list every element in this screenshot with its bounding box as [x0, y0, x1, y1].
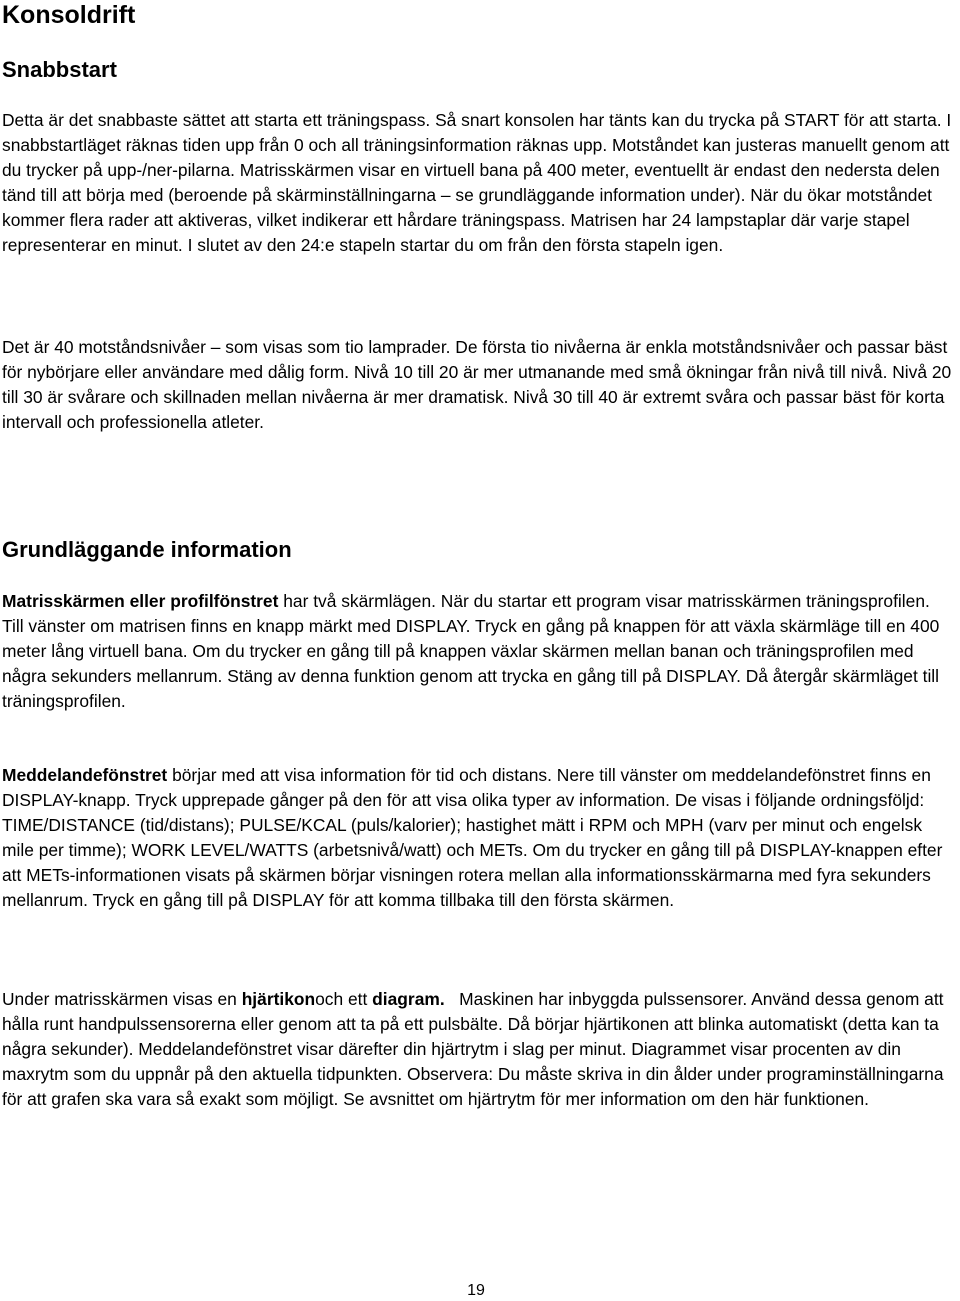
page-title: Konsoldrift: [2, 1, 136, 29]
bold-term-message-window: Meddelandefönstret: [2, 765, 168, 785]
bold-term-matrix: Matrisskärmen eller profilfönstret: [2, 591, 279, 611]
paragraph-snabbstart-intro: Detta är det snabbaste sättet att starta ett träningspass. Så snart konsolen har tänts kan du trycka på START för att starta. I snabbstartläget räknas tiden upp från 0 och all träningsinformation räknas upp. Motståndet kan justeras manuellt genom att du trycker på upp-/ner-pilarna. Matrisskärmen visar en virtuell bana på 400 meter, eventuellt är endast den nedersta delen tänd till att börja med (beroende på skärminställningarna – se grundläggande information under). När du ökar motståndet kommer flera rader att aktiveras, vilket indikerar ett hårdare träningspass. Matrisen har 24 lampstaplar där varje stapel representerar en minut. I slutet av den 24:e stapeln startar du om från den första stapeln igen.: [2, 110, 952, 255]
paragraph-matrix-display: [2, 589, 952, 714]
section-heading-grundlaggande: Grundläggande information: [2, 537, 292, 562]
paragraph-text: Maskinen har inbyggda pulssensorer. Använd dessa genom att hålla runt handpulssensorerna eller genom att ta på ett pulsbälte. Då börjar hjärtikonen att blinka automatiskt (detta kan ta några sekunder). Meddelandefönstret visar därefter din hjärtrytm i slag per minut. Diagrammet visar procenten av din maxrytm som du uppnår på den aktuella tidpunkten. Observera: Du måste skriva in din ålder under programinställningarna för att grafen ska vara så exakt som möjligt. Se avsnittet om hjärtrytm för mer information om den här funktionen.: [2, 989, 949, 1109]
bold-term-heart-icon: hjärtikon: [241, 989, 316, 1009]
paragraph-text: och ett: [315, 989, 373, 1009]
paragraph-text: har två skärmlägen. När du startar ett program visar matrisskärmen träningsprofilen. Till vänster om matrisen finns en knapp märkt med DISPLAY. Tryck en gång på knappen för att växla skärmläge till en 400 meter lång virtuell bana. Om du trycker en gång till på knappen växlar skärmen mellan banan och träningsprofilen med några sekunders mellanrum. Stäng av denna funktion genom att trycka en gång till på DISPLAY. Då återgår skärmläget till träningsprofilen.: [2, 591, 940, 711]
bold-term-diagram: diagram.: [372, 989, 445, 1009]
paragraph-text: Under matrisskärmen visas en: [2, 989, 242, 1009]
paragraph-heart-icon: [2, 987, 952, 1112]
paragraph-text: börjar med att visa information för tid och distans. Nere till vänster om meddelandefönstret finns en DISPLAY-knapp. Tryck upprepade gånger på den för att visa olika typer av information. De visas i följande ordningsföljd: TIME/DISTANCE (tid/distans); PULSE/KCAL (puls/kalorier); hastighet mätt i RPM och MPH (varv per minut och engelsk mile per timme); WORK LEVEL/WATTS (arbetsnivå/watt) och METs. Om du trycker en gång till på DISPLAY-knappen efter att METs-informationen visats på skärmen börjar visningen rotera mellan alla informationsskärmarna med fyra sekunders mellanrum. Tryck en gång till på DISPLAY för att komma tillbaka till den första skärmen.: [2, 765, 943, 910]
paragraph-resistance-levels: Det är 40 motståndsnivåer – som visas som tio lamprader. De första tio nivåerna är enkla motståndsnivåer och passar bäst för nybörjare eller användare med dålig form. Nivå 10 till 20 är mer utmanande med små ökningar från nivå till nivå. Nivå 20 till 30 är svårare och skillnaden mellan nivåerna är mer dramatisk. Nivå 30 till 40 är extremt svåra och passar bäst för korta intervall och professionella atleter.: [2, 337, 952, 432]
section-heading-snabbstart: Snabbstart: [2, 57, 117, 82]
paragraph-message-window: [2, 763, 952, 913]
page-number: 19: [467, 1282, 485, 1299]
